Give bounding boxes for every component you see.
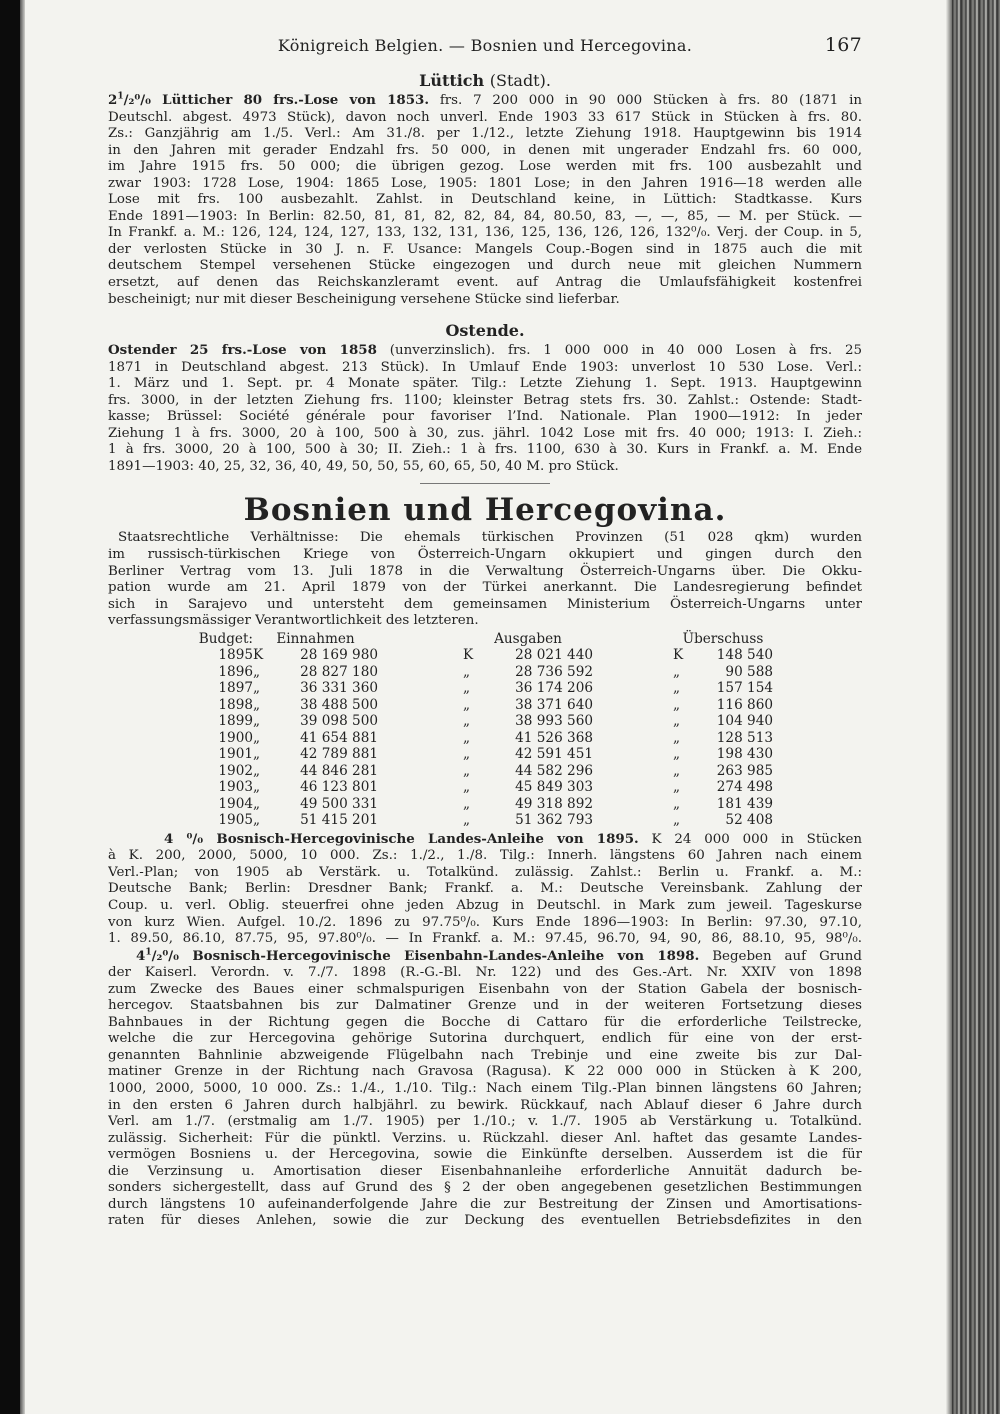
anleihe-1898-line: 1000, 2000, 5000, 10 000. Zs.: 1./4., 1./10. Tilg.: Nach einem Tilg.-Plan binnen längstens 60 Jahren; xyxy=(108,1080,862,1096)
budget-year: 1904 xyxy=(218,795,253,812)
book-page xyxy=(108,36,862,1396)
luettich-line: zwar 1903: 1728 Lose, 1904: 1865 Lose, 1905: 1801 Lose; in den Jahren 1916—18 werden alle xyxy=(108,175,862,191)
einnahmen-prefix: „ xyxy=(253,779,261,796)
ueberschuss-prefix: „ xyxy=(673,680,681,697)
luettich-line: bescheinigt; nur mit dieser Bescheinigung versehene Stücke sind lieferbar. xyxy=(108,291,620,307)
ausgaben-prefix: „ xyxy=(463,713,471,730)
einnahmen-value: 49 500 331 xyxy=(300,795,378,812)
einnahmen-value: 28 827 180 xyxy=(300,663,378,680)
ausgaben-prefix: „ xyxy=(463,680,471,697)
budget-year: 1903 xyxy=(218,779,253,796)
budget-year: 1900 xyxy=(218,729,253,746)
budget-row xyxy=(108,796,862,813)
ausgaben-prefix: K xyxy=(463,647,474,664)
ausgaben-prefix: „ xyxy=(463,663,471,680)
ostende-entry xyxy=(108,342,862,475)
ausgaben-value: 41 526 368 xyxy=(515,729,593,746)
anleihe-1898-line: Verl. am 1./7. (erstmalig am 1./7. 1905) per 1./10.; v. 1./7. 1905 ab Verstärkung u. Totalkünd. xyxy=(108,1114,862,1130)
ueberschuss-prefix: „ xyxy=(673,663,681,680)
ausgaben-value: 49 318 892 xyxy=(515,795,593,812)
ueberschuss-value: 198 430 xyxy=(716,746,773,763)
ausgaben-prefix: „ xyxy=(463,795,471,812)
budget-header: Ausgaben xyxy=(494,630,562,647)
budget-row xyxy=(108,812,862,829)
ostende-line: 1871 in Deutschland abgest. 213 Stück). In Umlauf Ende 1903: unverlost 10 530 Lose. Verl.: xyxy=(108,359,862,375)
luettich-heading-note: (Stadt). xyxy=(489,71,551,90)
budget-row xyxy=(108,680,862,697)
budget-row xyxy=(108,763,862,780)
ausgaben-prefix: „ xyxy=(463,729,471,746)
luettich-entry xyxy=(108,92,862,308)
intro-line: Berliner Vertrag vom 13. Juli 1878 in die Verwaltung Österreich-Ungarns über. Die Okku- xyxy=(108,563,862,579)
budget-row xyxy=(108,746,862,763)
luettich-line: Deutschl. abgest. 4973 Stück), davon noch unverl. Ende 1903 33 617 Stück in Stücken à frs. 80. xyxy=(108,109,862,125)
country-heading: Bosnien und Hercegovina. xyxy=(243,492,727,529)
ostende-line: 1891—1903: 40, 25, 32, 36, 40, 49, 50, 50, 55, 60, 65, 50, 40 M. pro Stück. xyxy=(108,458,619,474)
running-title: Königreich Belgien. — Bosnien und Hercegovina. xyxy=(277,36,693,55)
ueberschuss-prefix: „ xyxy=(673,812,681,829)
ostende-line: frs. 3000, in der letzten Ziehung frs. 1100; kleinster Betrag stets frs. 30. Zahlst.: Ostende: Stadt- xyxy=(108,392,862,408)
anleihe-1895 xyxy=(108,831,862,948)
intro-line: pation wurde am 21. April 1879 von der Türkei anerkannt. Die Landesregierung befindet xyxy=(108,580,862,596)
budget-year: 1896 xyxy=(218,663,253,680)
anleihe-1898-line: zum Zwecke des Baues einer schmalspurigen Eisenbahn von der Station Gabela der bosnisch- xyxy=(108,981,862,997)
text-line xyxy=(108,948,862,966)
budget-year: 1901 xyxy=(218,746,253,763)
budget-header: Überschuss xyxy=(682,630,764,647)
ueberschuss-prefix: „ xyxy=(673,713,681,730)
intro-line: sich in Sarajevo und untersteht dem gemeinsamen Ministerium Österreich-Ungarns unter xyxy=(108,596,862,612)
luettich-line: ersetzt, auf denen das Reichskanzleramt event. auf Antrag die Umlaufsfähigkeit kostenfrei xyxy=(108,275,862,291)
ueberschuss-value: 104 940 xyxy=(716,713,773,730)
luettich-entry-sup: 1 xyxy=(117,91,124,102)
anleihe-1898-line: hercegov. Staatsbahnen bis zur Dalmatiner Grenze und in der weiteren Fortsetzung dieses xyxy=(108,998,862,1014)
budget-rows xyxy=(108,647,862,829)
anleihe-1898-line: Bahnbaues in der Richtung gegen die Bocche di Cattaro für die erforderliche Teilstrecke, xyxy=(108,1014,862,1030)
ausgaben-value: 45 849 303 xyxy=(515,779,593,796)
einnahmen-value: 39 098 500 xyxy=(300,713,378,730)
budget-year: 1897 xyxy=(218,680,253,697)
section-divider xyxy=(420,483,550,484)
ostende-heading: Ostende. xyxy=(445,321,525,341)
ueberschuss-prefix: „ xyxy=(673,779,681,796)
budget-row xyxy=(108,713,862,730)
ausgaben-value: 38 371 640 xyxy=(515,696,593,713)
ausgaben-value: 28 021 440 xyxy=(515,647,593,664)
ueberschuss-prefix: „ xyxy=(673,762,681,779)
budget-row xyxy=(108,730,862,747)
einnahmen-prefix: „ xyxy=(253,696,261,713)
budget-header: Einnahmen xyxy=(276,630,355,647)
anleihe-1895-line: von kurz Wien. Aufgel. 10./2. 1896 zu 97.75⁰/₀. Kurs Ende 1896—1903: In Berlin: 97.30, 97.10, xyxy=(108,914,862,930)
einnahmen-prefix: „ xyxy=(253,795,261,812)
einnahmen-value: 44 846 281 xyxy=(300,762,378,779)
ueberschuss-value: 116 860 xyxy=(716,696,773,713)
budget-row xyxy=(108,664,862,681)
ueberschuss-prefix: „ xyxy=(673,729,681,746)
anleihe-1898-line: raten für dieses Anlehen, sowie die zur Deckung des eventuellen Betriebsdefizites in den xyxy=(108,1213,862,1229)
ausgaben-prefix: „ xyxy=(463,779,471,796)
budget-header: Budget: xyxy=(198,630,253,647)
budget-table xyxy=(108,631,862,829)
ueberschuss-value: 157 154 xyxy=(716,680,773,697)
text-line xyxy=(108,831,862,849)
luettich-line: Lose mit frs. 100 ausbezahlt. Zahlst. in Deutschland keine, in Lüttich: Stadtkasse. Kurs xyxy=(108,192,862,208)
luettich-heading: Lüttich xyxy=(419,71,485,90)
ostende-line: (unverzinslich). frs. 1 000 000 in 40 000 Losen à frs. 25 xyxy=(376,343,862,359)
anleihe-1898-line: zulässig. Sicherheit: Für die pünktl. Verzins. u. Rückzahl. dieser Anl. haftet das gesamte Landes- xyxy=(108,1130,862,1146)
luettich-line: im Jahre 1915 frs. 50 000; die übrigen gezog. Lose werden mit frs. 100 ausbezahlt und xyxy=(108,159,862,175)
ueberschuss-prefix: K xyxy=(673,647,684,664)
intro-line: im russisch-türkischen Kriege von Österreich-Ungarn okkupiert und gingen durch den xyxy=(108,547,862,563)
ueberschuss-prefix: „ xyxy=(673,746,681,763)
anleihe-1898-line: matiner Grenze in der Richtung nach Gravosa (Ragusa). K 22 000 000 in Stücken à K 200, xyxy=(108,1064,862,1080)
budget-row xyxy=(108,779,862,796)
luettich-line: Ende 1891—1903: In Berlin: 82.50, 81, 81, 82, 82, 84, 84, 80.50, 83, —, —, 85, — M. per Stück. — xyxy=(108,208,862,224)
ausgaben-prefix: „ xyxy=(463,746,471,763)
ausgaben-value: 28 736 592 xyxy=(515,663,593,680)
budget-year: 1905 xyxy=(218,812,253,829)
ueberschuss-prefix: „ xyxy=(673,795,681,812)
text-line xyxy=(108,92,862,110)
einnahmen-prefix: „ xyxy=(253,746,261,763)
ausgaben-prefix: „ xyxy=(463,812,471,829)
ostende-line: 1. März und 1. Sept. pr. 4 Monate später. Tilg.: Letzte Ziehung 1. Sept. 1913. Hauptgewinn xyxy=(108,376,862,392)
ueberschuss-prefix: „ xyxy=(673,696,681,713)
einnahmen-value: 28 169 980 xyxy=(300,647,378,664)
anleihe-1898-line: in den ersten 6 Jahren durch halbjährl. zu bewirk. Rückkauf, nach Ablauf dieser 6 Jahre durch xyxy=(108,1097,862,1113)
anleihe-1898-line: die Verzinsung u. Amortisation dieser Eisenbahnanleihe erforderliche Annuität dadurch be- xyxy=(108,1163,862,1179)
budget-year: 1902 xyxy=(218,762,253,779)
anleihe-1898-line: der Kaiserl. Verordn. v. 7./7. 1898 (R.-G.-Bl. Nr. 122) und des Ges.-Art. Nr. XXIV von 1898 xyxy=(108,965,862,981)
anleihe-1895-line: à K. 200, 2000, 5000, 10 000. Zs.: 1./2., 1./8. Tilg.: Innerh. längstens 60 Jahren nach einem xyxy=(108,848,862,864)
luettich-entry-prefix: 2 xyxy=(108,92,118,108)
einnahmen-value: 38 488 500 xyxy=(300,696,378,713)
einnahmen-value: 41 654 881 xyxy=(300,729,378,746)
luettich-entry-title: Lütticher 80 frs.-Lose von 1853. xyxy=(150,92,430,108)
luettich-line: frs. 7 200 000 in 90 000 Stücken à frs. 80 (1871 in xyxy=(429,93,862,108)
einnahmen-prefix: „ xyxy=(253,680,261,697)
ausgaben-value: 44 582 296 xyxy=(515,762,593,779)
scan-left-edge xyxy=(0,0,20,1414)
ostende-line: kasse; Brüssel: Société générale pour favoriser l’Ind. Nationale. Plan 1900—1912: In jeder xyxy=(108,409,862,425)
anleihe-1898-line: vermögen Bosniens u. der Hercegovina, sowie die Einkünfte derselben. Ausserdem ist die für xyxy=(108,1147,862,1163)
ostende-entry-title: Ostender 25 frs.-Lose von 1858 xyxy=(108,342,377,359)
anleihe-1895-line: Coup. u. verl. Oblig. steuerfrei ohne jeden Abzug in Deutschl. in Mark zum jeweil. Tageskurse xyxy=(108,897,862,913)
anleihe-1898-line: welche die zur Hercegovina gehörige Sutorina durchquert, endlich für eine von der erst- xyxy=(108,1031,862,1047)
ueberschuss-value: 90 588 xyxy=(725,663,773,680)
section-heading-ostende xyxy=(108,320,862,342)
einnahmen-prefix: „ xyxy=(253,713,261,730)
ausgaben-prefix: „ xyxy=(463,762,471,779)
scan-right-edge xyxy=(952,0,1000,1414)
ausgaben-value: 51 362 793 xyxy=(515,812,593,829)
einnahmen-prefix: „ xyxy=(253,663,261,680)
ueberschuss-value: 263 985 xyxy=(716,762,773,779)
anleihe-1898-title: Bosnisch-Hercegovinische Eisenbahn-Landes-Anleihe von 1898. xyxy=(178,947,700,964)
running-header xyxy=(108,36,862,60)
luettich-line: In Frankf. a. M.: 126, 124, 124, 127, 133, 132, 131, 136, 125, 136, 126, 126, 132⁰/₀. Verj. der Coup. in 5, xyxy=(108,225,862,241)
anleihe-1898-line: Begeben auf Grund xyxy=(699,948,862,964)
budget-year: 1895 xyxy=(218,647,253,664)
ueberschuss-value: 181 439 xyxy=(716,795,773,812)
budget-row xyxy=(108,647,862,664)
ueberschuss-value: 274 498 xyxy=(716,779,773,796)
bosnien-intro xyxy=(108,530,862,629)
ausgaben-prefix: „ xyxy=(463,696,471,713)
luettich-line: deutschem Stempel versehenen Stücke eingezogen und durch neue mit gleichen Nummern xyxy=(108,258,862,274)
budget-year: 1899 xyxy=(218,713,253,730)
anleihe-1898 xyxy=(108,948,862,1230)
intro-line: Staatsrechtliche Verhältnisse: Die ehemals türkischen Provinzen (51 028 qkm) wurden xyxy=(118,530,862,546)
einnahmen-value: 36 331 360 xyxy=(300,680,378,697)
ueberschuss-value: 148 540 xyxy=(716,647,773,664)
anleihe-1898-line: durch längstens 10 aufeinanderfolgende Jahre die zur Bestreitung der Zinsen und Amortisations- xyxy=(108,1196,862,1212)
ausgaben-value: 36 174 206 xyxy=(515,680,593,697)
budget-row xyxy=(108,697,862,714)
luettich-line: der verlosten Stücke in 30 J. n. F. Usance: Mangels Coup.-Bogen sind in 1875 auch die mit xyxy=(108,241,862,257)
anleihe-1898-line: sonders sichergestellt, dass auf Grund des § 2 der oben angegebenen gesetzlichen Bestimmungen xyxy=(108,1180,862,1196)
luettich-line: in den Jahren mit gerader Endzahl frs. 50 000, in denen mit ungerader Endzahl frs. 60 000, xyxy=(108,142,862,158)
anleihe-1895-line: Deutsche Bank; Berlin: Dresdner Bank; Frankf. a. M.: Deutsche Vereinsbank. Zahlung der xyxy=(108,881,862,897)
anleihe-1895-line: Verl.-Plan; von 1905 ab Verstärk. u. Totalkünd. zulässig. Zahlst.: Berlin u. Frankf. a. M.: xyxy=(108,864,862,880)
luettich-line: Zs.: Ganzjährig am 1./5. Verl.: Am 31./8. per 1./12., letzte Ziehung 1918. Hauptgewinn bis 1914 xyxy=(108,126,862,142)
anleihe-1898-sup: 1 xyxy=(145,947,152,958)
page-number: 167 xyxy=(824,36,862,56)
section-heading-luettich xyxy=(108,70,862,92)
anleihe-1895-title: 4 ⁰/₀ Bosnisch-Hercegovinische Landes-Anleihe von 1895. xyxy=(164,830,639,847)
budget-header-row xyxy=(108,631,862,648)
einnahmen-prefix: „ xyxy=(253,812,261,829)
ausgaben-value: 38 993 560 xyxy=(515,713,593,730)
einnahmen-prefix: K xyxy=(253,647,264,664)
ueberschuss-value: 52 408 xyxy=(725,812,773,829)
anleihe-1895-line: K 24 000 000 in Stücken xyxy=(638,831,862,847)
intro-line: verfassungsmässiger Verantwortlichkeit des letzteren. xyxy=(108,613,479,629)
ostende-line: 1 à frs. 3000, 20 à 100, 500 à 30; II. Zieh.: 1 à frs. 1100, 630 à 30. Kurs in Frankf. a. M. Ende xyxy=(108,442,862,458)
ueberschuss-value: 128 513 xyxy=(716,729,773,746)
einnahmen-value: 42 789 881 xyxy=(300,746,378,763)
anleihe-1898-frac: /₂⁰/₀ xyxy=(151,947,179,964)
anleihe-1898-prefix: 4 xyxy=(136,947,146,964)
einnahmen-prefix: „ xyxy=(253,762,261,779)
text-line xyxy=(108,342,862,360)
ausgaben-value: 42 591 451 xyxy=(515,746,593,763)
ostende-line: Ziehung 1 à frs. 3000, 20 à 100, 500 à 30, zus. jährl. 1042 Lose mit frs. 40 000; 1913: I. Zieh.: xyxy=(108,425,862,441)
anleihe-1895-line: 1. 89.50, 86.10, 87.75, 95, 97.80⁰/₀. — In Frankf. a. M.: 97.45, 96.70, 94, 90, 86, 88.10, 95, 98⁰/₀. xyxy=(108,931,862,947)
einnahmen-value: 46 123 801 xyxy=(300,779,378,796)
anleihe-1898-line: genannten Bahnlinie abzweigende Flügelbahn nach Trebinje und eine zweite bis zur Dal- xyxy=(108,1047,862,1063)
budget-year: 1898 xyxy=(218,696,253,713)
einnahmen-value: 51 415 201 xyxy=(300,812,378,829)
einnahmen-prefix: „ xyxy=(253,729,261,746)
luettich-entry-frac: /₂⁰/₀ xyxy=(123,92,151,108)
